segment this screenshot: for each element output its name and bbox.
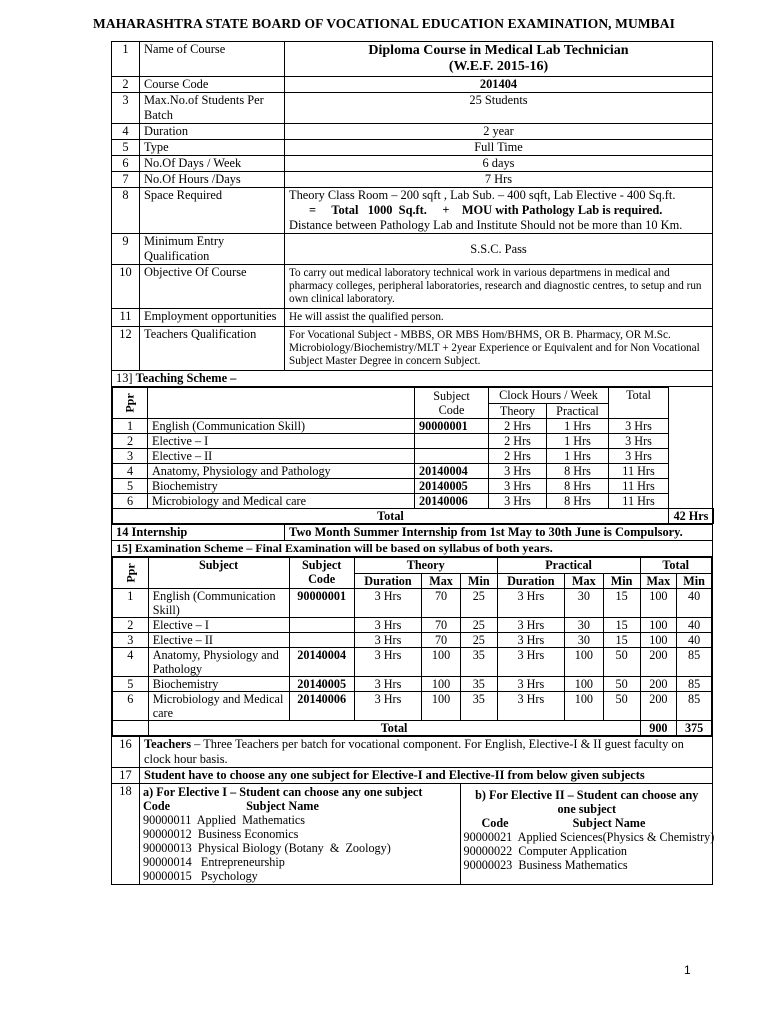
list-item: 90000013 Physical Biology (Botany & Zoology) bbox=[143, 841, 391, 855]
page-number: 1 bbox=[684, 963, 691, 977]
row-number: 5 bbox=[112, 140, 140, 156]
info-value: 201404 bbox=[285, 77, 713, 93]
info-value: Full Time bbox=[285, 140, 713, 156]
subject-code-header: Subject Code bbox=[415, 388, 489, 419]
internship-row: 14 Internship Two Month Summer Internship from 1st May to 30th June is Compulsory. bbox=[112, 525, 713, 541]
teaching-total-row bbox=[113, 509, 714, 524]
info-row bbox=[112, 265, 713, 309]
subject-code: 20140006 bbox=[415, 494, 489, 509]
total-value: 42 Hrs bbox=[669, 509, 714, 524]
space-line3: Distance between Pathology Lab and Institute Should not be more than 10 Km. bbox=[289, 218, 683, 232]
total-label: Total bbox=[148, 721, 640, 736]
info-row bbox=[112, 156, 713, 172]
info-label: No.Of Hours /Days bbox=[140, 172, 285, 188]
subject-name: English (Communication Skill) bbox=[148, 419, 415, 434]
info-value: 6 days bbox=[285, 156, 713, 172]
row-number: 3 bbox=[112, 93, 140, 124]
list-item: 90000021 Applied Sciences(Physics & Chemistry) bbox=[463, 830, 715, 844]
info-row bbox=[112, 188, 713, 234]
info-label: Name of Course bbox=[140, 42, 285, 77]
row-number: 9 bbox=[112, 234, 140, 265]
teachers-label: Teachers bbox=[144, 737, 192, 751]
table-row: 6 Microbiology and Medical care 20140006 3 Hrs 8 Hrs 11 Hrs bbox=[113, 494, 714, 509]
subject-name: Microbiology and Medical care bbox=[148, 692, 289, 721]
info-value: 7 Hrs bbox=[285, 172, 713, 188]
table-row: 3 Elective – II 3 Hrs 70 25 3 Hrs 30 15 100 40 bbox=[113, 633, 712, 648]
row-number: 2 bbox=[112, 77, 140, 93]
info-label: Minimum Entry Qualification bbox=[140, 234, 285, 265]
info-value: S.S.C. Pass bbox=[285, 234, 713, 265]
table-row: 4 Anatomy, Physiology and Pathology 20140004 3 Hrs 8 Hrs 11 Hrs bbox=[113, 464, 714, 479]
teachers-text: – Three Teachers per batch for vocational component. For English, Elective-I & II guest faculty on clock hour basis. bbox=[144, 737, 684, 766]
teaching-num: 13] bbox=[116, 371, 133, 385]
table-row: 1 English (Communication Skill) 90000001 2 Hrs 1 Hrs 3 Hrs bbox=[113, 419, 714, 434]
table-row: 2 Elective – I 2 Hrs 1 Hrs 3 Hrs bbox=[113, 434, 714, 449]
info-label: Duration bbox=[140, 124, 285, 140]
row-number: 7 bbox=[112, 172, 140, 188]
total-label: Total bbox=[113, 509, 669, 524]
row-number: 6 bbox=[112, 156, 140, 172]
table-row: 5 Biochemistry 20140005 3 Hrs 8 Hrs 11 Hrs bbox=[113, 479, 714, 494]
teaching-title bbox=[112, 371, 713, 387]
info-row bbox=[112, 93, 713, 124]
info-row bbox=[112, 172, 713, 188]
row-number: 1 bbox=[112, 42, 140, 77]
info-row bbox=[112, 309, 713, 327]
info-label: No.Of Days / Week bbox=[140, 156, 285, 172]
subject-name: Anatomy, Physiology and Pathology bbox=[148, 464, 415, 479]
info-value: For Vocational Subject - MBBS, OR MBS Hom/BHMS, OR B. Pharmacy, OR M.Sc. Microbiology/Biochemistry/MLT + 2year Experience or Equivalent and for Non Vocational Subject Master Degree in concern Subject. bbox=[285, 327, 713, 371]
ppr-header: Ppr bbox=[113, 388, 148, 419]
info-value: 25 Students bbox=[285, 93, 713, 124]
table-row: 2 Elective – I 3 Hrs 70 25 3 Hrs 30 15 100 40 bbox=[113, 618, 712, 633]
list-item: 90000014 Entrepreneurship bbox=[143, 855, 285, 869]
info-label: Teachers Qualification bbox=[140, 327, 285, 371]
course-name: Diploma Course in Medical Lab Technician bbox=[368, 43, 629, 58]
elective-1-title: a) For Elective I – Student can choose any one subject bbox=[143, 785, 423, 799]
row-number: 11 bbox=[112, 309, 140, 327]
subject-name: Elective – I bbox=[148, 434, 415, 449]
subject-name: Biochemistry bbox=[148, 479, 415, 494]
elective-1-box: a) For Elective I – Student can choose any one subject Code Subject Name 90000011 Applied Mathematics 90000012 Business Economics 90000013 Physical Biology (Botany & Zoology) 90000014 Entrepreneurship 90000015 Psychology bbox=[140, 784, 460, 884]
info-value bbox=[285, 42, 713, 77]
info-label: Course Code bbox=[140, 77, 285, 93]
info-label: Type bbox=[140, 140, 285, 156]
clock-hours-header: Clock Hours / Week bbox=[489, 388, 609, 404]
electives-row: 18 a) For Elective I – Student can choose any one subject Code Subject Name 90000011 Applied Mathematics 90000012 Business Economics 90000013 Physical Biology (Botany & Zoology) 90000014 Entrepreneurship 90000015 Psychology b) For Elective II – Student can choose any one subject Code Subject Name 90000021 Applied Sciences(Physics & Chemistry) 90000022 Computer Application 90000023 Business Mathematics bbox=[112, 784, 713, 885]
internship-label: Internship bbox=[131, 525, 188, 539]
exam-title: 15] Examination Scheme – Final Examination will be based on syllabus of both years. bbox=[112, 541, 713, 557]
theory-header: Theory bbox=[489, 403, 547, 419]
info-row bbox=[112, 77, 713, 93]
info-value: To carry out medical laboratory technical work in various departmens in medical and pharmacy colleges, peripheral laboratories, research and diagnostic centres, to setup and run own clinical laboratory. bbox=[285, 265, 713, 309]
page-title: MAHARASHTRA STATE BOARD OF VOCATIONAL EDUCATION EXAMINATION, MUMBAI bbox=[93, 16, 675, 31]
list-item: 90000022 Computer Application bbox=[463, 844, 628, 858]
list-item: 90000012 Business Economics bbox=[143, 827, 299, 841]
course-wef: (W.E.F. 2015-16) bbox=[448, 59, 549, 74]
subject-code: 20140006 bbox=[289, 692, 354, 721]
info-value: 2 year bbox=[285, 124, 713, 140]
subject-name: Elective – II bbox=[148, 633, 289, 648]
info-label: Employment opportunities bbox=[140, 309, 285, 327]
subject-code bbox=[415, 449, 489, 464]
choose-text: Student have to choose any one subject for Elective-I and Elective-II from below given subjects bbox=[140, 768, 713, 784]
subject-name: Elective – II bbox=[148, 449, 415, 464]
list-item: 90000011 Applied Mathematics bbox=[143, 813, 306, 827]
table-row: 4 Anatomy, Physiology and Pathology 20140004 3 Hrs 100 35 3 Hrs 100 50 200 85 bbox=[113, 648, 712, 677]
info-value bbox=[285, 188, 713, 234]
subject-code: 20140005 bbox=[289, 677, 354, 692]
course-table bbox=[111, 41, 713, 885]
space-line2: = Total 1000 Sq.ft. + MOU with Pathology Lab is required. bbox=[309, 203, 663, 217]
practical-header: Practical bbox=[547, 403, 609, 419]
subject-code: 90000001 bbox=[415, 419, 489, 434]
subject-name: Anatomy, Physiology and Pathology bbox=[148, 648, 289, 677]
info-row bbox=[112, 234, 713, 265]
info-row bbox=[112, 124, 713, 140]
teaching-table bbox=[112, 387, 714, 524]
info-row bbox=[112, 42, 713, 77]
elective-2-box: b) For Elective II – Student can choose any one subject Code Subject Name 90000021 Applied Sciences(Physics & Chemistry) 90000022 Computer Application 90000023 Business Mathematics bbox=[460, 784, 713, 884]
internship-value: Two Month Summer Internship from 1st May to 30th June is Compulsory. bbox=[285, 525, 713, 541]
subject-code: 20140004 bbox=[415, 464, 489, 479]
table-row: 3 Elective – II 2 Hrs 1 Hrs 3 Hrs bbox=[113, 449, 714, 464]
total-header: Total bbox=[609, 388, 669, 419]
table-row: 1 English (Communication Skill) 90000001 3 Hrs 70 25 3 Hrs 30 15 100 40 bbox=[113, 589, 712, 618]
row-number: 10 bbox=[112, 265, 140, 309]
teaching-title-row bbox=[112, 371, 713, 387]
info-label: Max.No.of Students Per Batch bbox=[140, 93, 285, 124]
row-number: 4 bbox=[112, 124, 140, 140]
subject-name: Elective – I bbox=[148, 618, 289, 633]
space-line1: Theory Class Room – 200 sqft , Lab Sub. – 400 sqft, Lab Elective - 400 Sq.ft. bbox=[289, 188, 676, 202]
info-value: He will assist the qualified person. bbox=[285, 309, 713, 327]
exam-header: Ppr Subject Subject Code Theory Practical Total bbox=[113, 558, 712, 574]
info-row bbox=[112, 140, 713, 156]
subject-code: 20140004 bbox=[289, 648, 354, 677]
table-row: 5 Biochemistry 20140005 3 Hrs 100 35 3 Hrs 100 50 200 85 bbox=[113, 677, 712, 692]
list-item: 90000015 Psychology bbox=[143, 869, 258, 883]
teaching-heading: Teaching Scheme – bbox=[135, 371, 237, 385]
list-item: 90000023 Business Mathematics bbox=[463, 858, 628, 872]
subject-code bbox=[289, 618, 354, 633]
info-label: Space Required bbox=[140, 188, 285, 234]
info-row bbox=[112, 327, 713, 371]
teaching-header bbox=[113, 388, 714, 404]
subject-code: 90000001 bbox=[289, 589, 354, 618]
info-label: Objective Of Course bbox=[140, 265, 285, 309]
subject-code: 20140005 bbox=[415, 479, 489, 494]
subject-name: Biochemistry bbox=[148, 677, 289, 692]
choose-row: 17 Student have to choose any one subject for Elective-I and Elective-II from below given subjects bbox=[112, 768, 713, 784]
row-number: 8 bbox=[112, 188, 140, 234]
table-row: 6 Microbiology and Medical care 20140006 3 Hrs 100 35 3 Hrs 100 50 200 85 bbox=[113, 692, 712, 721]
subject-name: Microbiology and Medical care bbox=[148, 494, 415, 509]
elective-2-title: b) For Elective II – Student can choose any one subject bbox=[475, 788, 699, 816]
subject-code bbox=[415, 434, 489, 449]
exam-total-row: Total 900 375 bbox=[113, 721, 712, 736]
subject-code bbox=[289, 633, 354, 648]
subject-name: English (Communication Skill) bbox=[148, 589, 289, 618]
teachers-row: 16 Teachers – Three Teachers per batch for vocational component. For English, Elective-I & II guest faculty on clock hour basis. bbox=[112, 737, 713, 768]
row-number: 12 bbox=[112, 327, 140, 371]
exam-table: Ppr Subject Subject Code Theory Practical Total Duration Max Min Duration Max Min Max Min 1 English (Communication Skill) 90000001 3 Hrs 70 25 3 Hrs 30 15 100 40 2 Elective – I 3 Hrs 70 25 3 Hrs 30 15 100 40 3 Elective – II 3 Hrs 70 25 3 Hrs 30 15 100 40 4 Anatomy, Physiology and Pathology 20140004 3 Hrs 100 35 3 Hrs 100 50 200 85 5 Biochemistry 20140005 3 Hrs 100 35 3 Hrs 100 50 200 85 6 Microbiology and Medical care 20140006 3 Hrs 100 35 3 Hrs 100 50 200 85 Total 900 375 bbox=[112, 557, 712, 736]
